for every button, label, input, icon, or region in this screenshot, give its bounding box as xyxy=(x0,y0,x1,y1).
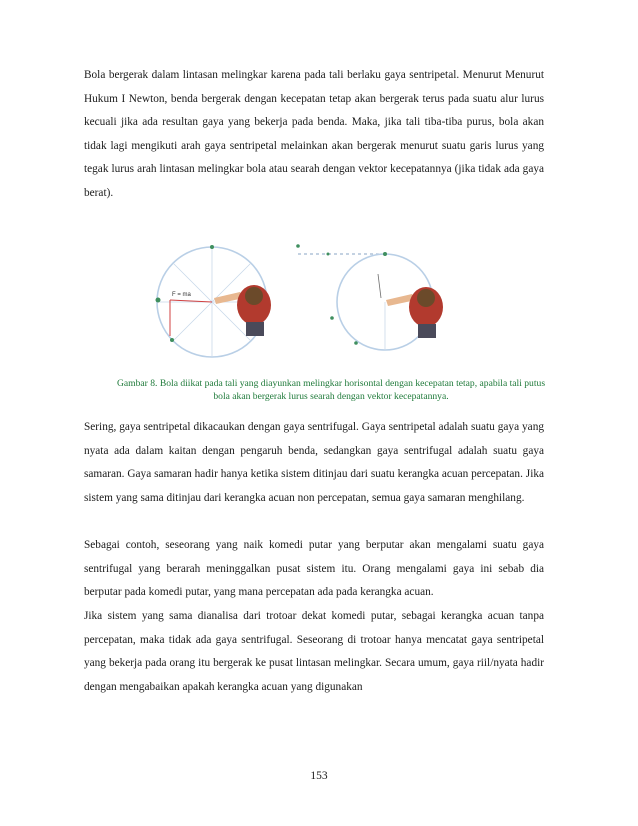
person-left xyxy=(214,285,271,336)
paragraph-4: Jika sistem yang sama dianalisa dari trotoar dekat komedi putar, sebagai kerangka acuan tanpa percepatan, maka tidak ada gaya sentrifugal. Seseorang di trotoar hanya mencatat gaya sentripetal yang bekerja pada orang itu bergerak ke pusat lintasan melingkar. Secara umum, gaya riil/nyata hadir dengan mengabaikan apakah kerangka acuan yang digunakan xyxy=(84,610,544,693)
broken-string xyxy=(378,274,381,298)
paragraph-1: Bola bergerak dalam lintasan melingkar karena pada tali berlaku gaya sentripetal. Menurut Menurut Hukum I Newton, benda bergerak dengan kecepatan tetap akan bergerak terus pada suatu alur lurus kecuali jika ada resultan gaya yang bekerja pada benda. Maka, jika tali tiba-tiba purus, bola akan tidak lagi mengikuti arah gaya sentripetal melainkan akan bergerak menurut suatu garis lurus yang tegak lurus arah lintasan melingkar bola atau searah dengan vektor kecepatannya (jika tidak ada gaya berat). xyxy=(84,69,544,199)
page-number: 153 xyxy=(310,770,328,782)
figure-caption: Gambar 8. Bola diikat pada tali yang diayunkan melingkar horisontal dengan kecepatan tetap, apabila tali putus bola akan bergerak lurus searah dengan vektor kecepatannya. xyxy=(116,378,546,402)
force-label: F = ma xyxy=(172,292,191,298)
ball-top xyxy=(210,245,214,249)
person-right xyxy=(386,287,443,338)
ball-right-top xyxy=(383,252,387,256)
figure-circular-motion xyxy=(150,238,480,358)
paragraph-3: Sebagai contoh, seseorang yang naik komedi putar yang berputar akan mengalami suatu gaya sentrifugal yang berarah meninggalkan pusat sistem itu. Orang mengalami gaya ini sebab dia berputar pada komedi putar, yang mana percepatan ada pada kerangka acuan. xyxy=(84,539,544,599)
ball-bottom xyxy=(170,338,174,342)
paragraph-2: Sering, gaya sentripetal dikacaukan dengan gaya sentrifugal. Gaya sentripetal adalah suatu gaya yang nyata ada dalam kaitan dengan pengaruh benda, sedangkan gaya sentrifugal adalah suatu gaya samaran. Gaya samaran hadir hanya ketika sistem ditinjau dari suatu kerangka acuan percepatan. Jika sistem yang sama ditinjau dari kerangka acuan non percepatan, semua gaya samaran menghilang. xyxy=(84,421,544,504)
ball-left xyxy=(156,298,161,303)
ball-flying xyxy=(296,244,300,248)
